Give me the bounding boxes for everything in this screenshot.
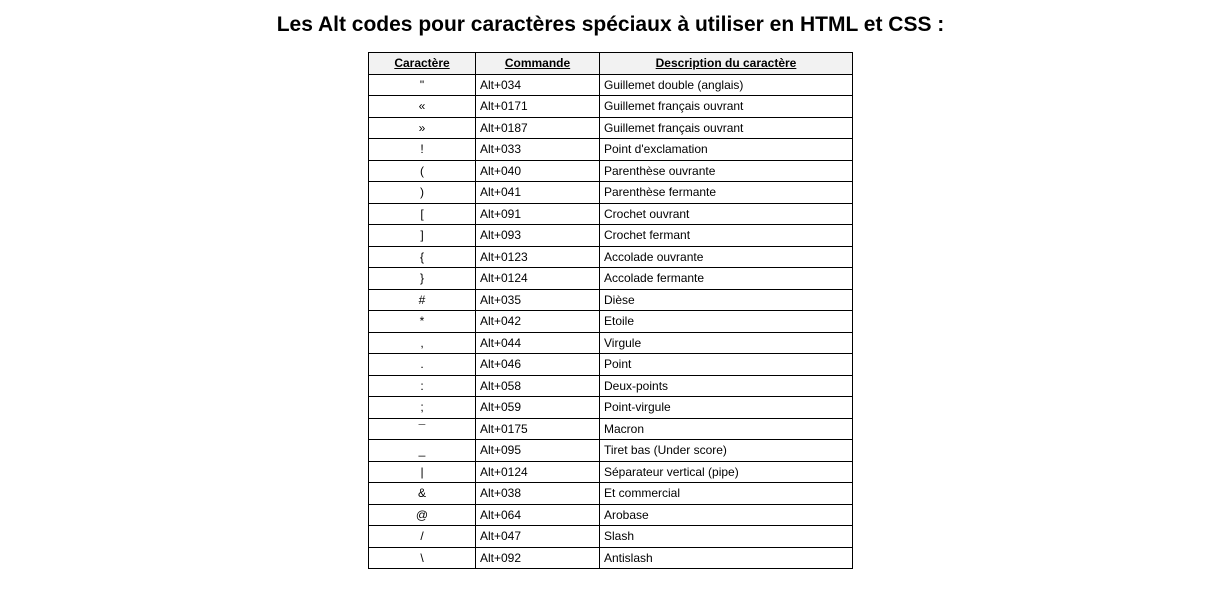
description-cell: Arobase [600, 504, 853, 526]
table-row [369, 225, 853, 247]
command-cell: Alt+033 [476, 139, 600, 161]
table-row [369, 96, 853, 118]
table-row [369, 182, 853, 204]
command-cell: Alt+0171 [476, 96, 600, 118]
table-row [369, 397, 853, 419]
header-description: Description du caractère [600, 53, 853, 75]
table-row [369, 461, 853, 483]
character-cell: / [369, 526, 476, 548]
description-cell: Séparateur vertical (pipe) [600, 461, 853, 483]
description-cell: Guillemet double (anglais) [600, 74, 853, 96]
character-cell: \ [369, 547, 476, 569]
description-cell: Parenthèse fermante [600, 182, 853, 204]
table-row [369, 74, 853, 96]
character-cell: » [369, 117, 476, 139]
command-cell: Alt+0175 [476, 418, 600, 440]
table-row [369, 526, 853, 548]
description-cell: Point [600, 354, 853, 376]
command-cell: Alt+040 [476, 160, 600, 182]
description-cell: Point-virgule [600, 397, 853, 419]
command-cell: Alt+064 [476, 504, 600, 526]
command-cell: Alt+046 [476, 354, 600, 376]
description-cell: Accolade ouvrante [600, 246, 853, 268]
table-header [369, 53, 853, 75]
command-cell: Alt+091 [476, 203, 600, 225]
command-cell: Alt+0124 [476, 461, 600, 483]
table-row [369, 547, 853, 569]
description-cell: Guillemet français ouvrant [600, 117, 853, 139]
table-row [369, 354, 853, 376]
character-cell: & [369, 483, 476, 505]
table-row [369, 504, 853, 526]
character-cell: ¯ [369, 418, 476, 440]
table-header-row [369, 53, 853, 75]
table-row [369, 160, 853, 182]
description-cell: Accolade fermante [600, 268, 853, 290]
description-cell: Deux-points [600, 375, 853, 397]
table-row [369, 483, 853, 505]
command-cell: Alt+041 [476, 182, 600, 204]
table-row [369, 139, 853, 161]
header-command: Commande [476, 53, 600, 75]
command-cell: Alt+038 [476, 483, 600, 505]
character-cell: : [369, 375, 476, 397]
command-cell: Alt+0187 [476, 117, 600, 139]
character-cell: , [369, 332, 476, 354]
command-cell: Alt+095 [476, 440, 600, 462]
description-cell: Parenthèse ouvrante [600, 160, 853, 182]
table-row [369, 117, 853, 139]
command-cell: Alt+034 [476, 74, 600, 96]
character-cell: _ [369, 440, 476, 462]
description-cell: Point d'exclamation [600, 139, 853, 161]
character-cell: ] [369, 225, 476, 247]
character-cell: { [369, 246, 476, 268]
character-cell: ; [369, 397, 476, 419]
character-cell: | [369, 461, 476, 483]
description-cell: Et commercial [600, 483, 853, 505]
description-cell: Guillemet français ouvrant [600, 96, 853, 118]
command-cell: Alt+035 [476, 289, 600, 311]
description-cell: Macron [600, 418, 853, 440]
command-cell: Alt+042 [476, 311, 600, 333]
table-row [369, 268, 853, 290]
character-cell: @ [369, 504, 476, 526]
table-row [369, 418, 853, 440]
command-cell: Alt+047 [476, 526, 600, 548]
command-cell: Alt+093 [476, 225, 600, 247]
alt-codes-table [368, 52, 853, 569]
description-cell: Tiret bas (Under score) [600, 440, 853, 462]
description-cell: Etoile [600, 311, 853, 333]
command-cell: Alt+059 [476, 397, 600, 419]
table-row [369, 311, 853, 333]
character-cell: ! [369, 139, 476, 161]
character-cell: # [369, 289, 476, 311]
description-cell: Slash [600, 526, 853, 548]
character-cell: ( [369, 160, 476, 182]
table-row [369, 203, 853, 225]
table-body [369, 74, 853, 569]
description-cell: Antislash [600, 547, 853, 569]
table-row [369, 332, 853, 354]
page-title: Les Alt codes pour caractères spéciaux à utiliser en HTML et CSS : [276, 13, 945, 36]
description-cell: Crochet fermant [600, 225, 853, 247]
character-cell: « [369, 96, 476, 118]
character-cell: . [369, 354, 476, 376]
character-cell: [ [369, 203, 476, 225]
description-cell: Virgule [600, 332, 853, 354]
character-cell: ) [369, 182, 476, 204]
command-cell: Alt+0123 [476, 246, 600, 268]
description-cell: Dièse [600, 289, 853, 311]
header-character: Caractère [369, 53, 476, 75]
table-row [369, 440, 853, 462]
table-row [369, 289, 853, 311]
command-cell: Alt+0124 [476, 268, 600, 290]
character-cell: * [369, 311, 476, 333]
character-cell: } [369, 268, 476, 290]
description-cell: Crochet ouvrant [600, 203, 853, 225]
character-cell: " [369, 74, 476, 96]
table-row [369, 246, 853, 268]
table-row [369, 375, 853, 397]
command-cell: Alt+044 [476, 332, 600, 354]
command-cell: Alt+092 [476, 547, 600, 569]
command-cell: Alt+058 [476, 375, 600, 397]
